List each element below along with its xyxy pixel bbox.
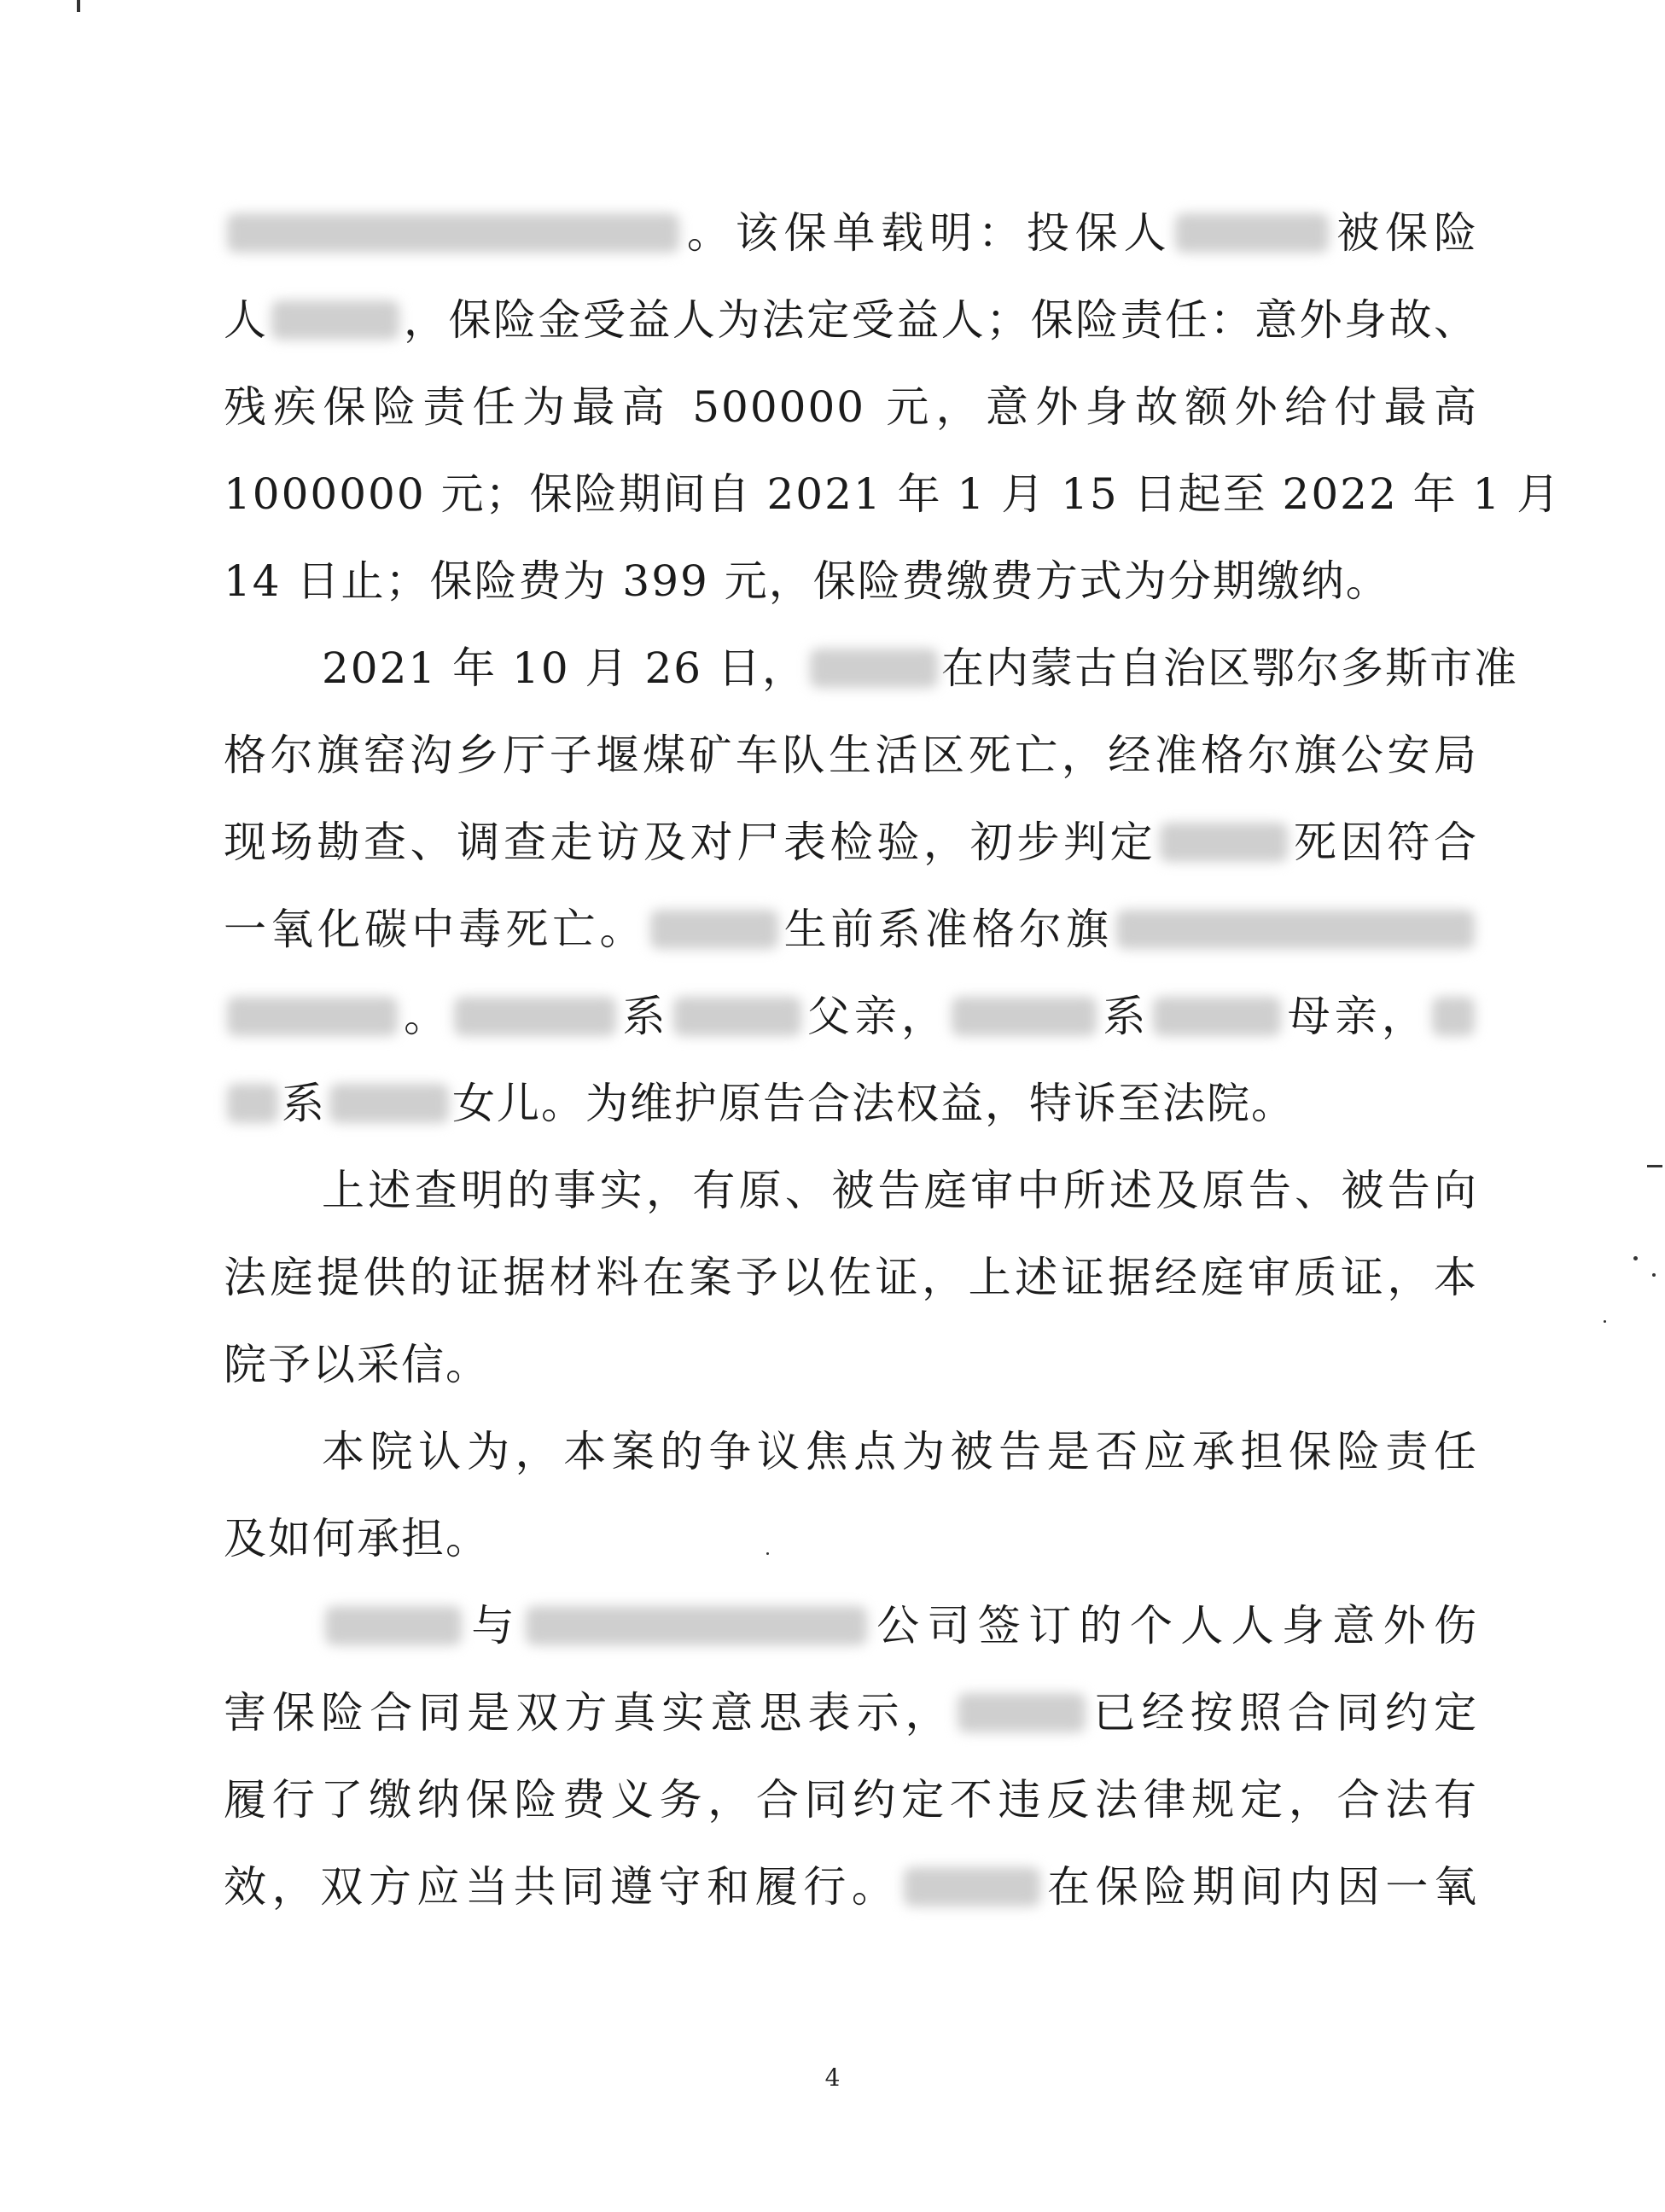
- text-line: 履行了缴纳保险费义务，合同约定不违反法律规定，合法有: [224, 1775, 1478, 1825]
- text-line: 害保险合同是双方真实意思表示， 已经按照合同约定: [224, 1688, 1479, 1738]
- redacted-name: [810, 649, 938, 688]
- scan-speck: [1647, 1165, 1662, 1167]
- redacted-name: [1432, 997, 1475, 1036]
- text-line: 一氧化碳中毒死亡。 生前系准格尔旗: [224, 886, 1478, 973]
- body-text: [224, 189, 1562, 1930]
- redacted-name: [952, 997, 1097, 1036]
- redacted-name: [673, 997, 801, 1036]
- redacted-company: [526, 1606, 867, 1645]
- redacted-name: [454, 997, 616, 1036]
- scan-corner-mark: [77, 0, 80, 12]
- redacted-name: [1153, 997, 1281, 1036]
- text-line: 人 ，保险金受益人为法定受益人；保险责任：意外身故、: [224, 295, 1479, 345]
- redacted-policy-number: [227, 213, 679, 253]
- text-line: 院予以采信。: [224, 1340, 490, 1389]
- scan-speck: [766, 1552, 769, 1555]
- scan-speck: [1652, 1273, 1656, 1277]
- redacted-name: [1160, 823, 1288, 862]
- text-line: 效，双方应当共同遵守和履行。 在保险期间内因一氧: [224, 1862, 1479, 1912]
- redacted-name: [958, 1693, 1086, 1732]
- text-line: 与 公司签订的个人人身意外伤: [224, 1582, 1478, 1669]
- text-line: 14 日止；保险费为 399 元，保险费缴费方式为分期缴纳。: [224, 556, 1390, 606]
- scan-speck: [1604, 1320, 1606, 1323]
- redacted-name: [325, 1606, 462, 1645]
- redacted-name: [329, 1084, 449, 1123]
- redacted-name: [271, 300, 399, 340]
- text-line: 系 女儿。为维护原告合法权益，特诉至法院。: [224, 1060, 1478, 1147]
- scan-speck: [1633, 1256, 1638, 1260]
- text-line: 上述查明的事实，有原、被告庭审中所述及原告、被告向: [322, 1166, 1478, 1215]
- redacted-name: [904, 1867, 1040, 1906]
- text-line: 本院认为，本案的争议焦点为被告是否应承担保险责任: [322, 1427, 1478, 1476]
- text-line: 1000000 元；保险期间自 2021 年 1 月 15 日起至 2022 年 1 月: [224, 469, 1562, 519]
- text-line: 残疾保险责任为最高 500000 元，意外身故额外给付最高: [224, 382, 1478, 432]
- text-line: 。 系 父亲， 系 母亲，: [224, 973, 1478, 1060]
- text-line: 现场勘查、调查走访及对尸表检验，初步判定 死因符合: [224, 818, 1479, 867]
- redacted-occupation: [227, 997, 398, 1036]
- redacted-workplace: [1116, 910, 1475, 949]
- redacted-name: [1175, 213, 1329, 253]
- text-line: 格尔旗窑沟乡厅子堰煤矿车队生活区死亡，经准格尔旗公安局: [224, 731, 1478, 780]
- text-line: 2021 年 10 月 26 日， 在内蒙古自治区鄂尔多斯市准: [322, 643, 1518, 693]
- redacted-name: [227, 1084, 278, 1123]
- text-line: 。该保单载明：投保人 被保险: [224, 189, 1478, 276]
- redacted-name: [650, 910, 778, 949]
- text-line: 法庭提供的证据材料在案予以佐证，上述证据经庭审质证，本: [224, 1253, 1478, 1302]
- page-number: 4: [824, 2064, 841, 2092]
- text-line: 及如何承担。: [224, 1514, 490, 1563]
